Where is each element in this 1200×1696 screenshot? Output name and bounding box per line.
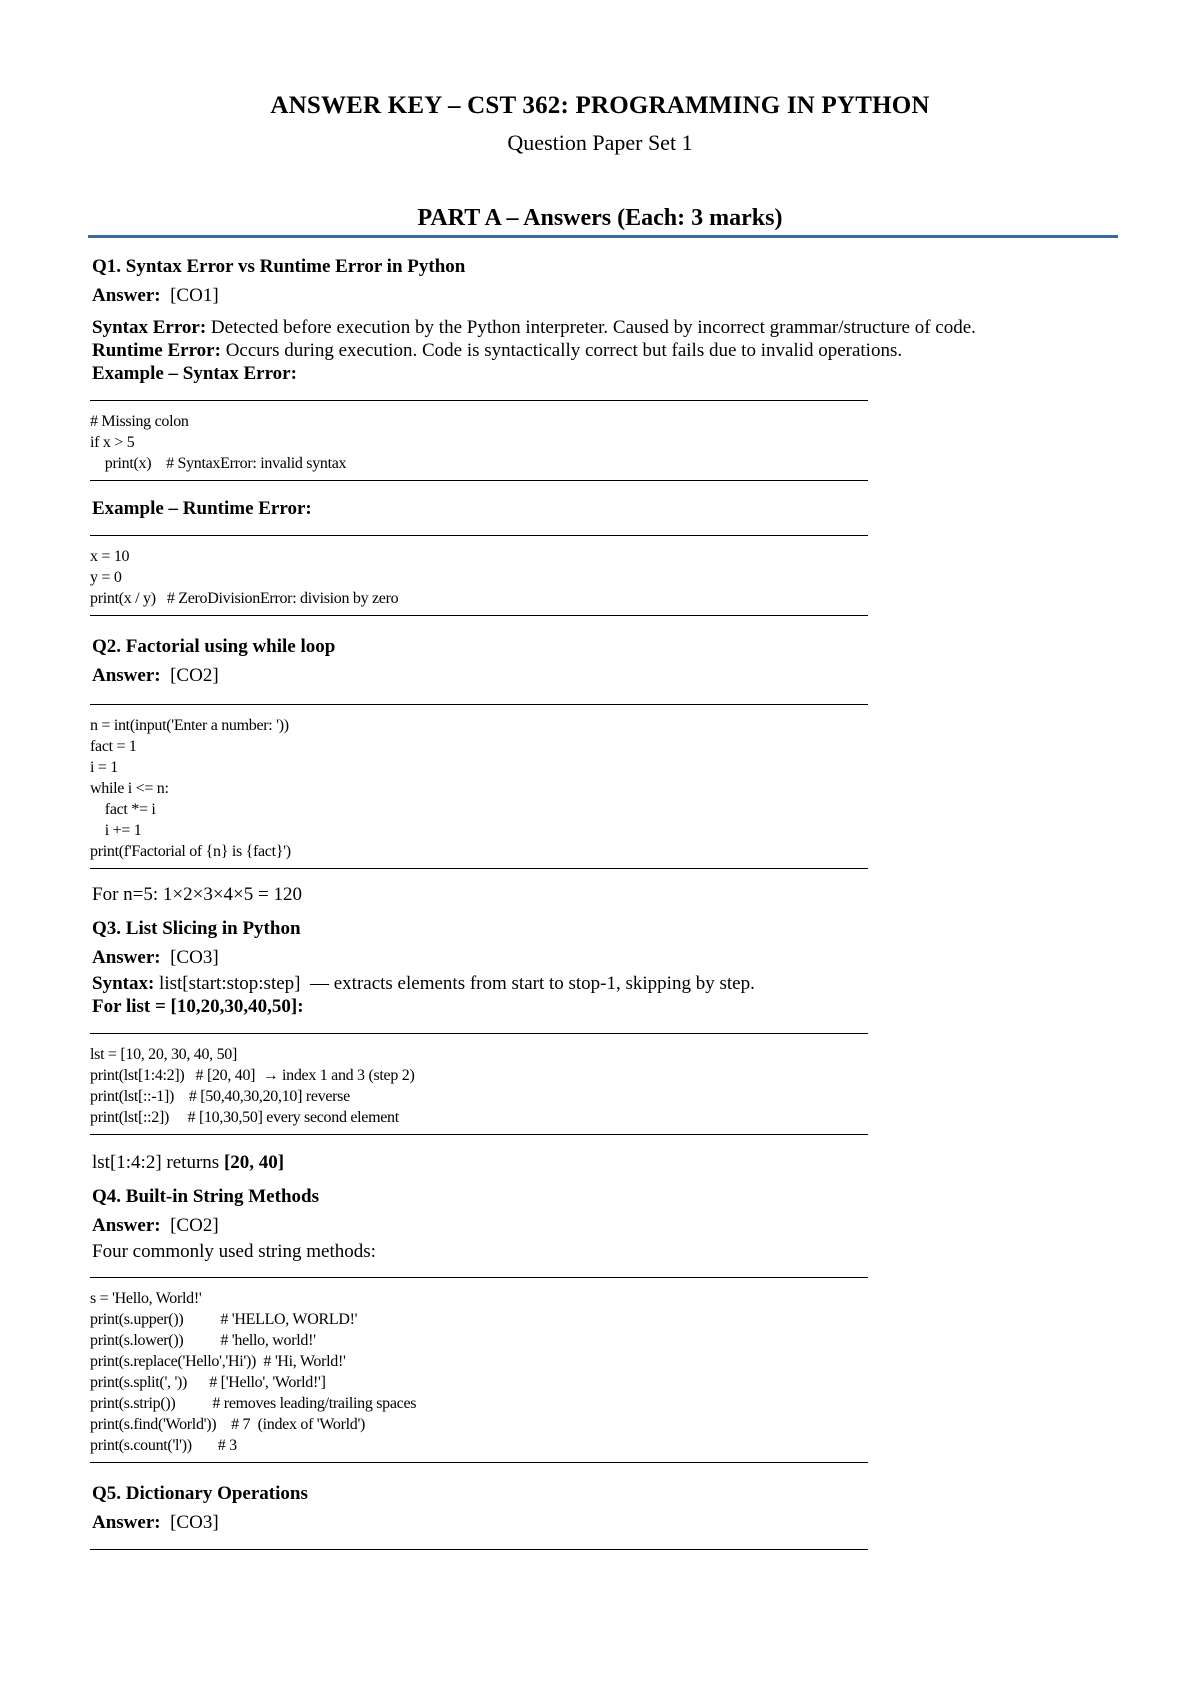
q3-for-list: For list = [10,20,30,40,50]: — [92, 996, 304, 1017]
code-line: print(lst[::2]) # [10,30,50] every second element — [90, 1109, 399, 1126]
q1-syntax-line — [92, 316, 1122, 339]
document-subtitle: Question Paper Set 1 — [507, 130, 693, 155]
q1-code-block-2 — [90, 535, 868, 616]
q1-code-block-1 — [90, 400, 868, 481]
code-line: print(s.upper()) # 'HELLO, WORLD!' — [90, 1311, 358, 1328]
code-line: print(f'Factorial of {n} is {fact}') — [90, 843, 291, 860]
q1-answer-line — [92, 282, 1122, 310]
q1-syntax-label: Syntax Error: — [92, 317, 207, 338]
code-line: print(s.replace('Hello','Hi')) # 'Hi, World!' — [90, 1353, 346, 1370]
code-line: print(s.split(', ')) # ['Hello', 'World!'] — [90, 1374, 326, 1391]
q4-title: Q4. Built-in String Methods — [92, 1186, 319, 1207]
code-line: i += 1 — [90, 822, 142, 839]
q1-example-syntax-heading: Example – Syntax Error: — [92, 363, 297, 384]
q3-title: Q3. List Slicing in Python — [92, 918, 301, 939]
answer-label: Answer: — [92, 1512, 161, 1533]
code-line: lst = [10, 20, 30, 40, 50] — [90, 1046, 237, 1063]
q3-syntax-line — [92, 972, 1122, 995]
q3-answer-line — [92, 944, 1122, 972]
q3-result-prefix: lst[1:4:2] returns — [92, 1152, 224, 1173]
q1-runtime-line — [92, 339, 1122, 362]
code-line: print(s.lower()) # 'hello, world!' — [90, 1332, 316, 1349]
q3-syntax-label: Syntax: — [92, 973, 155, 994]
code-line: print(s.find('World')) # 7 (index of 'World') — [90, 1416, 366, 1433]
q5-answer-line — [92, 1509, 1122, 1537]
code-line: i = 1 — [90, 759, 118, 776]
q3-code-block — [90, 1033, 868, 1135]
q4-answer-line — [92, 1212, 1122, 1240]
q3-result — [92, 1151, 1122, 1174]
answer-label: Answer: — [92, 285, 161, 306]
code-line: # Missing colon — [90, 413, 189, 430]
code-line: fact *= i — [90, 801, 156, 818]
code-line: print(lst[1:4:2]) # [20, 40] → index 1 and 3 (step 2) — [90, 1067, 415, 1084]
q3-result-value: [20, 40] — [223, 1152, 285, 1173]
q5-co: [CO3] — [170, 1512, 219, 1533]
q4-code-block — [90, 1277, 868, 1463]
q1-co: [CO1] — [170, 285, 219, 306]
code-line: print(s.count('l')) # 3 — [90, 1437, 237, 1454]
q1-runtime-text: Occurs during execution. Code is syntactically correct but fails due to invalid operations. — [220, 340, 903, 361]
code-line: print(x / y) # ZeroDivisionError: division by zero — [90, 590, 399, 607]
document-title: ANSWER KEY – CST 362: PROGRAMMING IN PYTHON — [270, 92, 930, 119]
code-line: print(s.strip()) # removes leading/trailing spaces — [90, 1395, 417, 1412]
answer-label: Answer: — [92, 1215, 161, 1236]
answer-label: Answer: — [92, 947, 161, 968]
question-4 — [92, 1182, 1122, 1463]
q2-title: Q2. Factorial using while loop — [92, 636, 336, 657]
code-line: x = 10 — [90, 548, 130, 565]
part-a-heading: PART A – Answers (Each: 3 marks) — [417, 205, 783, 231]
question-2 — [92, 632, 1122, 906]
question-5 — [92, 1479, 1122, 1550]
answers-content — [92, 252, 1122, 1550]
code-line: if x > 5 — [90, 434, 135, 451]
code-line: while i <= n: — [90, 780, 169, 797]
q3-syntax-text: list[start:stop:step] — extracts elements from start to stop-1, skipping by step. — [154, 973, 755, 994]
q1-example-runtime-heading: Example – Runtime Error: — [92, 498, 312, 519]
q4-co: [CO2] — [170, 1215, 219, 1236]
code-line: print(x) # SyntaxError: invalid syntax — [90, 455, 347, 472]
code-line: y = 0 — [90, 569, 122, 586]
q5-code-rule — [90, 1549, 868, 1550]
code-line: fact = 1 — [90, 738, 137, 755]
q2-answer-line — [92, 662, 1122, 690]
part-a-rule — [88, 235, 1118, 238]
q1-syntax-text: Detected before execution by the Python interpreter. Caused by incorrect grammar/structure of code. — [206, 317, 976, 338]
q2-co: [CO2] — [170, 665, 219, 686]
q2-result: For n=5: 1×2×3×4×5 = 120 — [92, 884, 302, 905]
q5-title: Q5. Dictionary Operations — [92, 1483, 308, 1504]
q4-intro: Four commonly used string methods: — [92, 1241, 376, 1262]
code-line: print(lst[::-1]) # [50,40,30,20,10] reverse — [90, 1088, 350, 1105]
answer-label: Answer: — [92, 665, 161, 686]
q3-co: [CO3] — [170, 947, 219, 968]
q2-code-block — [90, 704, 868, 869]
q1-runtime-label: Runtime Error: — [92, 340, 221, 361]
code-line: n = int(input('Enter a number: ')) — [90, 717, 289, 734]
q1-title: Q1. Syntax Error vs Runtime Error in Python — [92, 256, 466, 277]
question-3 — [92, 914, 1122, 1174]
code-line: s = 'Hello, World!' — [90, 1290, 202, 1307]
question-1 — [92, 252, 1122, 616]
